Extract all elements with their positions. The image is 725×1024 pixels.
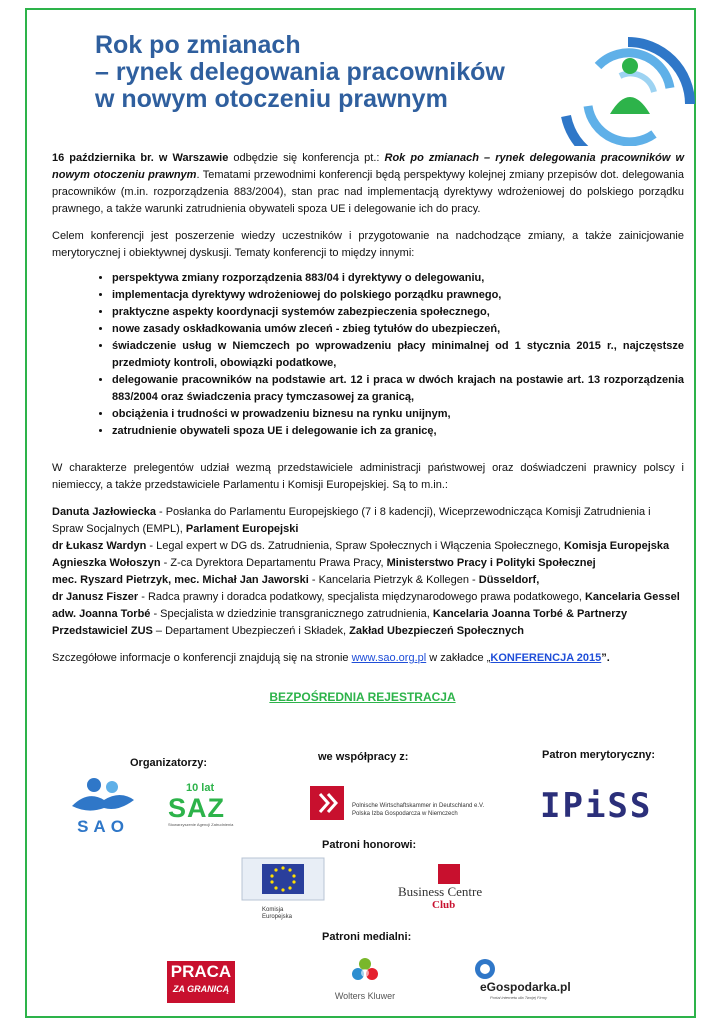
details-paragraph	[52, 650, 684, 667]
ahk-line-2: Polska Izba Gospodarcza w Niemczech	[352, 811, 458, 817]
wolters-kluwer-text: Wolters Kluwer	[334, 991, 396, 1001]
saz-subtitle: Stowarzyszenie Agencji Zatrudnienia	[168, 822, 234, 827]
intro-text-1: odbędzie się konferencja pt.:	[228, 152, 385, 164]
details-text-2: w zakładce „	[426, 652, 491, 664]
conference-corner-logo	[558, 36, 698, 146]
bcc-logo	[398, 864, 498, 918]
speaker-role: - Posłanka do Parlamentu Europejskiego (7 i 8 kadencji), Wiceprzewodnicząca Komisji Zatrudnienia i Spraw Socjalnych (EMPL),	[52, 506, 651, 535]
ahk-logo	[310, 786, 510, 826]
speaker-org: Komisja Europejska	[563, 540, 670, 552]
ahk-text	[352, 802, 484, 818]
speaker-entry	[52, 606, 684, 623]
praca-line-1: PRACA	[170, 962, 232, 981]
website-link[interactable]: www.sao.org.pl	[351, 652, 427, 664]
cooperation-label: we współpracy z:	[318, 751, 409, 763]
topic-item: • zatrudnienie obywateli spoza UE i delegowanie ich za granicę,	[112, 423, 684, 440]
page-title	[95, 32, 505, 113]
title-line-1: Rok po zmianach	[95, 31, 301, 59]
egospodarka-text: eGospodarka.pl	[480, 980, 571, 994]
speaker-name: mec. Ryszard Pietrzyk, mec. Michał Jan Jaworski	[52, 574, 309, 586]
speaker-entry	[52, 538, 684, 555]
sao-logo-text: SAO	[77, 817, 129, 836]
ahk-line-1: Polnische Wirtschaftskammer in Deutschland e.V.	[352, 803, 485, 809]
patrons-media-label: Patroni medialni:	[322, 931, 412, 943]
conference-title: Rok po zmianach – rynek delegowania pracowników w nowym otoczeniu prawnym	[52, 152, 684, 181]
topic-item: • nowe zasady oskładkowania umów zleceń - zbieg tytułów do ubezpieczeń,	[112, 321, 684, 338]
topic-item: • obciążenia i trudności w prowadzeniu biznesu na rynku unijnym,	[112, 406, 684, 423]
speaker-entry	[52, 555, 684, 572]
praca-za-granica-logo	[167, 961, 235, 1003]
speaker-role: - Legal expert w DG ds. Zatrudnienia, Spraw Społecznych i Włączenia Społecznego,	[146, 540, 564, 552]
title-line-2: – rynek delegowania pracowników	[95, 58, 505, 86]
main-content	[52, 150, 684, 667]
speaker-name: dr Łukasz Wardyn	[52, 540, 147, 552]
egospodarka-icon	[474, 958, 496, 980]
egospodarka-subtitle: Portal internetu dla Twojej Firmy	[490, 995, 548, 1000]
ipiss-logo: IPiSS	[540, 786, 653, 826]
bcc-line-2: Club	[432, 899, 456, 911]
topic-item: • świadczenie usług w Niemczech po wprowadzeniu płacy minimalnej od 1 stycznia 2015 r., najczęstsze przedmioty kontroli, obowiązki podatkowe,	[112, 338, 684, 372]
ec-building-icon	[240, 856, 326, 902]
speaker-name: adw. Joanna Torbé	[52, 608, 151, 620]
speaker-org: Zakład Ubezpieczeń Społecznych	[349, 625, 524, 637]
sao-hands-icon	[68, 776, 138, 812]
speaker-entry	[52, 623, 684, 640]
egospodarka-logo	[474, 958, 594, 1002]
speaker-entry	[52, 572, 684, 589]
registration-link[interactable]: BEZPOŚREDNIA REJESTRACJA	[269, 690, 456, 704]
topic-item: • praktyczne aspekty koordynacji systemów zabezpieczenia społecznego,	[112, 304, 684, 321]
ec-logo	[240, 856, 326, 920]
speaker-role: - Specjalista w dziedzinie transgranicznego zatrudnienia,	[150, 608, 433, 620]
speaker-org: Kancelaria Gessel	[584, 591, 680, 603]
details-text-3: ”.	[601, 652, 610, 664]
speaker-entry	[52, 589, 684, 606]
speaker-org: Düsseldorf,	[478, 574, 540, 586]
speaker-name: dr Janusz Fiszer	[52, 591, 139, 603]
ahk-mark-icon	[310, 786, 344, 820]
conference-tab-link[interactable]: KONFERENCJA 2015	[490, 652, 602, 664]
saz-years: 10 lat	[186, 782, 215, 794]
speakers-intro: W charakterze prelegentów udział wezmą przedstawiciele administracji państwowej oraz doświadczeni prawnicy polscy i niemieccy, a także przedstawiciele Parlamentu i Komisji Europejskiej. Są to m.in.:	[52, 462, 684, 491]
ec-line-2: Europejska	[262, 914, 293, 920]
speaker-role: – Departament Ubezpieczeń i Składek,	[152, 625, 350, 637]
praca-line-2: ZA GRANICĄ	[172, 984, 230, 994]
saz-logo-text: SAZ	[168, 793, 225, 823]
goal-paragraph: Celem konferencji jest poszerzenie wiedzy uczestników i przygotowanie na nadchodzące zmiany, a także zainicjowanie merytorycznej i obiektywnej dyskusji. Tematy konferencji to między innymi:	[52, 230, 684, 259]
topic-item: • implementacja dyrektywy wdrożeniowej do polskiego porządku prawnego,	[112, 287, 684, 304]
date-place: 16 października br. w Warszawie	[52, 152, 229, 164]
speaker-name: Przedstawiciel ZUS	[52, 625, 153, 637]
bcc-mark-icon	[438, 864, 460, 884]
intro-paragraph	[52, 150, 684, 218]
patron-merit-label: Patron merytoryczny:	[542, 749, 656, 761]
sao-logo	[68, 776, 138, 836]
title-line-3: w nowym otoczeniu prawnym	[95, 85, 448, 113]
saz-logo	[168, 782, 240, 838]
intro-text-2: . Tematami przewodnimi konferencji będą perspektywy kolejnej zmiany przepisów dot. delegowania pracowników (m.in. rozporządzenia 883/2004), stan prac nad implementacją dyrektywy wdrożeniowej do polskiego porządku prawnego, a także warunki zatrudnienia obywateli spoza UE i delegowanie ich do pracy.	[52, 169, 684, 215]
speaker-org: Kancelaria Joanna Torbé & Partnerzy	[432, 608, 628, 620]
wolters-kluwer-icon	[350, 956, 380, 986]
details-text-1: Szczegółowe informacje o konferencji znajdują się na stronie	[52, 652, 352, 664]
organizers-label: Organizatorzy:	[130, 757, 208, 769]
topic-item: • perspektywa zmiany rozporządzenia 883/04 i dyrektywy o delegowaniu,	[112, 270, 684, 287]
topics-list	[52, 270, 684, 440]
ec-line-1: Komisja	[262, 907, 284, 913]
speaker-role: - Kancelaria Pietrzyk & Kollegen -	[308, 574, 479, 586]
speaker-org: Ministerstwo Pracy i Polityki Społecznej	[386, 557, 596, 569]
patrons-honor-label: Patroni honorowi:	[322, 839, 417, 851]
bcc-line-1: Business Centre	[398, 884, 483, 899]
topic-item: • delegowanie pracowników na podstawie art. 12 i praca w dwóch krajach na postawie art. 13 rozporządzenia 883/2004 oraz świadczenia pracy tymczasowej za granicą,	[112, 372, 684, 406]
wolters-kluwer-logo	[330, 956, 400, 1006]
speaker-entry	[52, 504, 684, 538]
speaker-role: - Z-ca Dyrektora Departamentu Prawa Pracy,	[160, 557, 387, 569]
speaker-name: Danuta Jazłowiecka	[52, 506, 156, 518]
ec-text	[262, 907, 326, 921]
speaker-org: Parlament Europejski	[185, 523, 299, 535]
speaker-role: - Radca prawny i doradca podatkowy, specjalista międzynarodowego prawa podatkowego,	[138, 591, 585, 603]
speakers-list	[52, 504, 684, 640]
speaker-name: Agnieszka Wołoszyn	[52, 557, 161, 569]
